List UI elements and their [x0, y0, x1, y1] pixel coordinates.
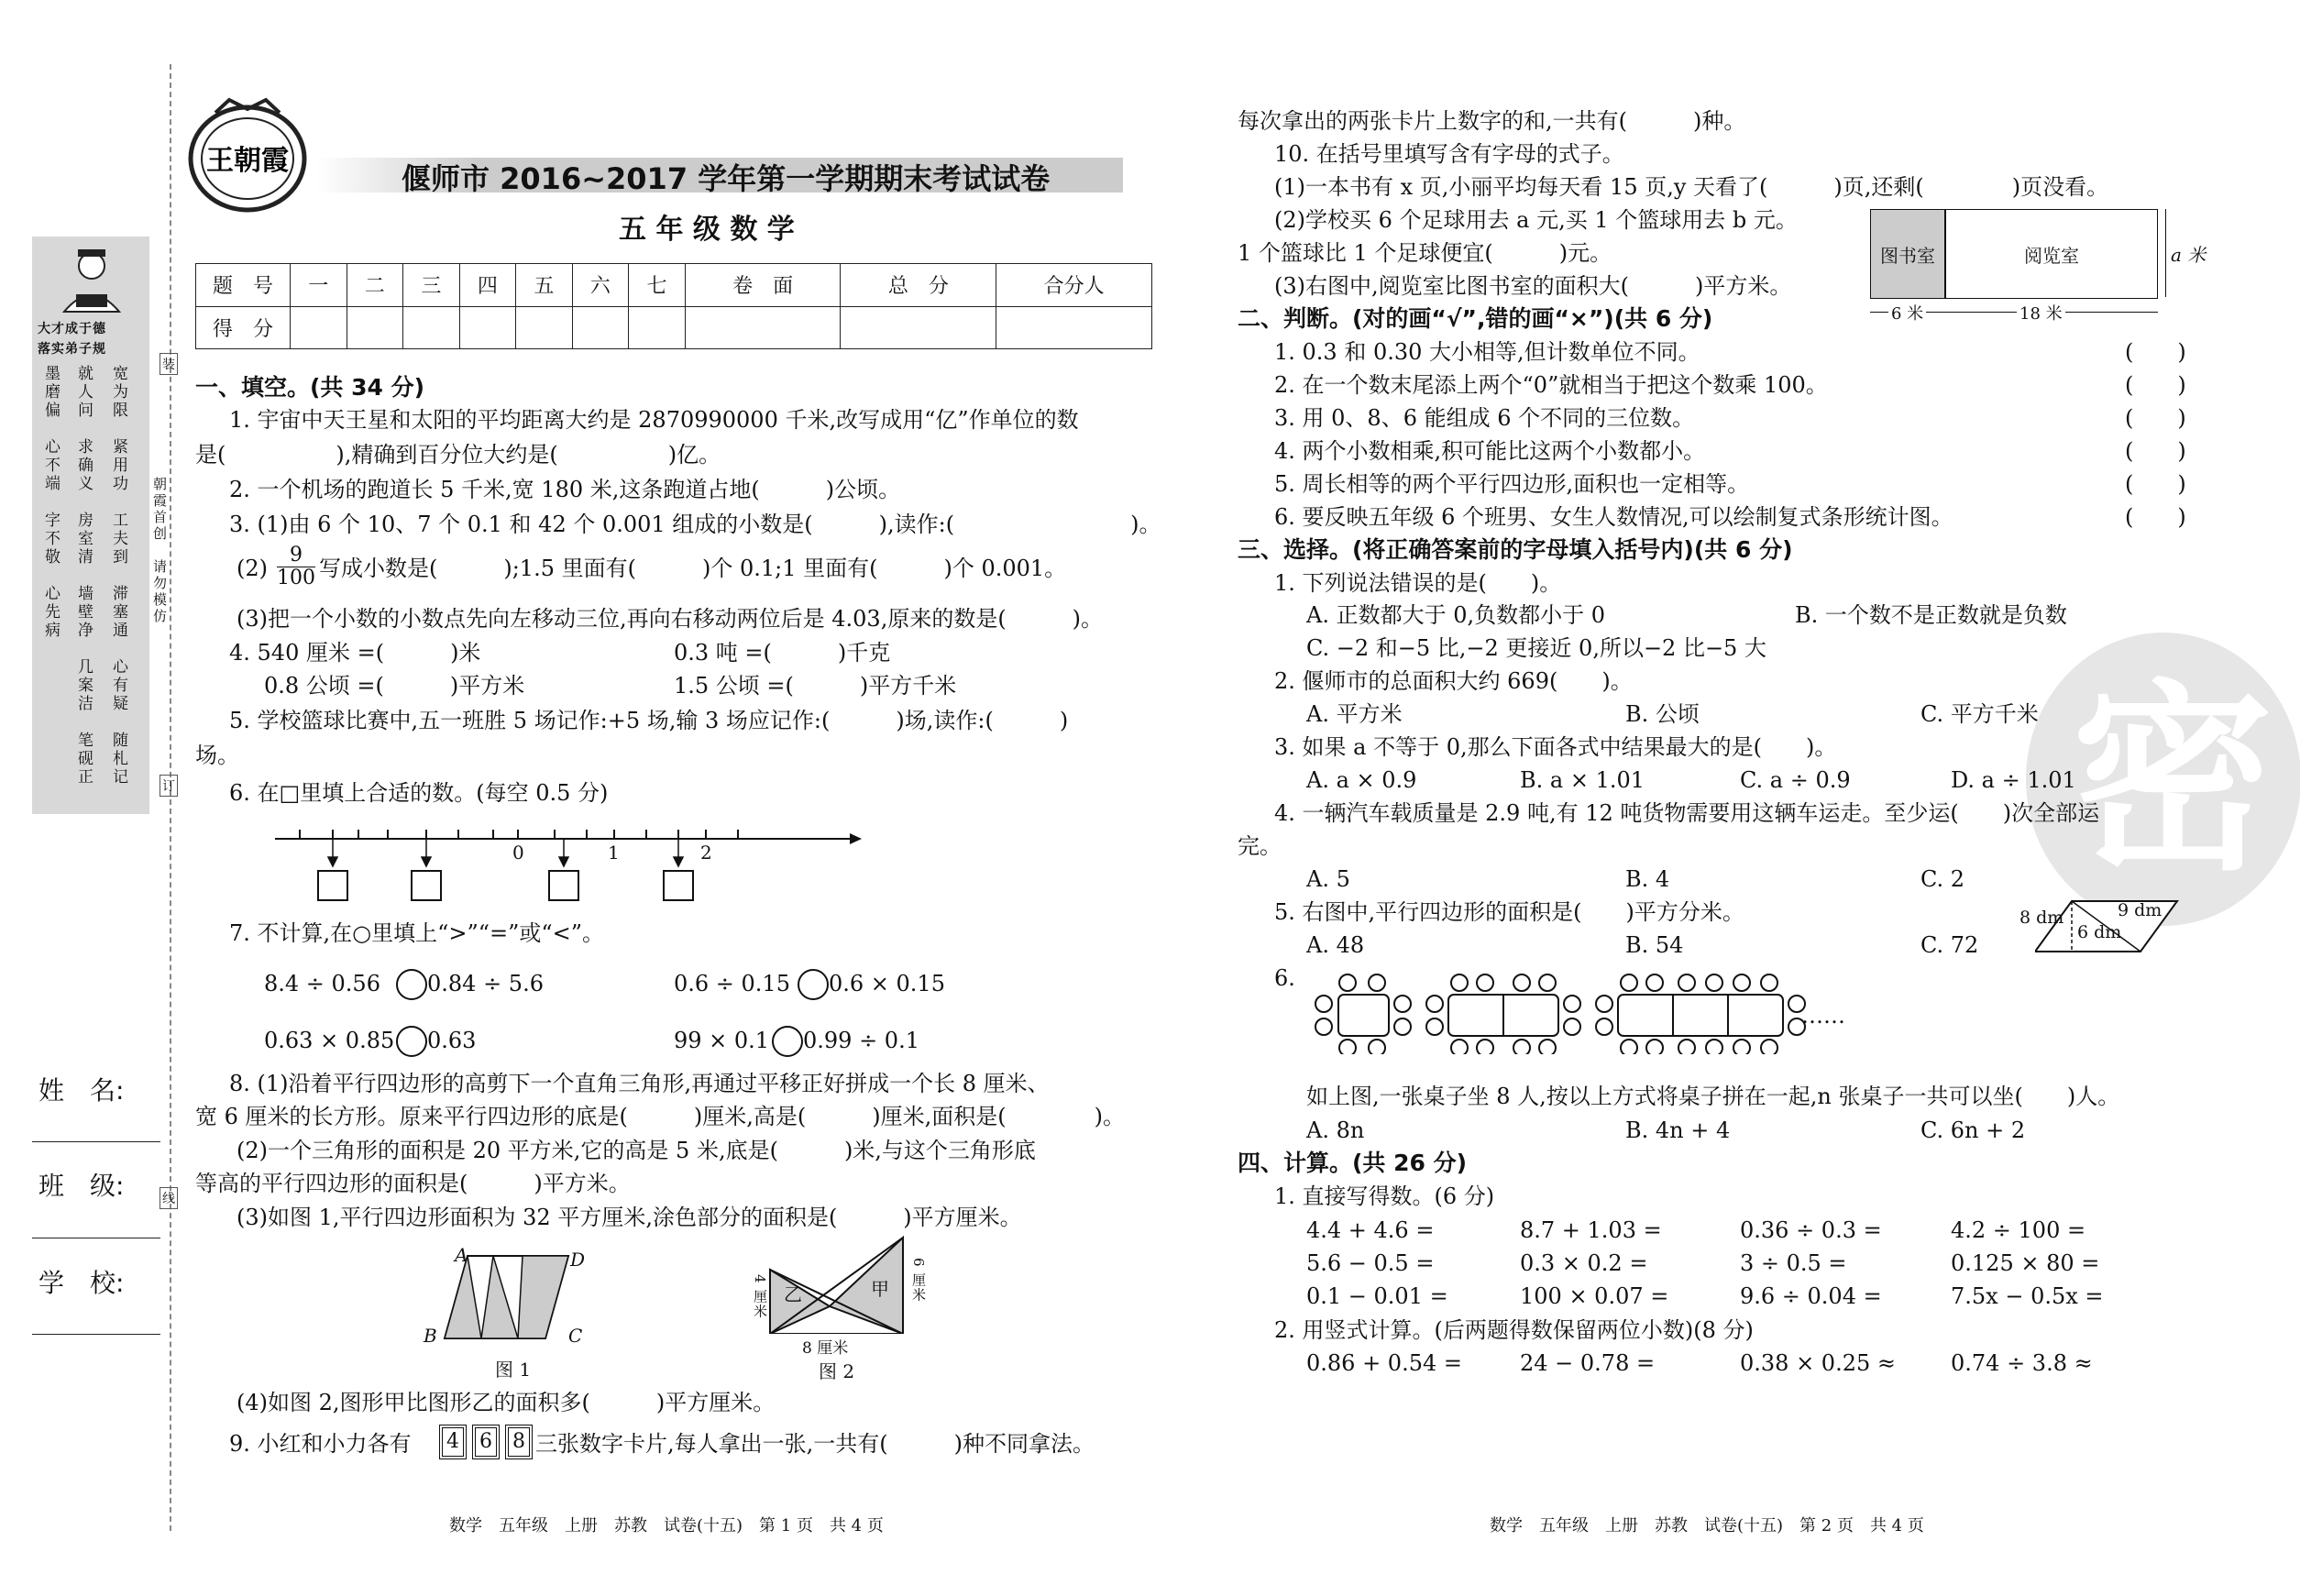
compare-circle[interactable]	[396, 969, 427, 1000]
calc-2-heading: 2. 用竖式计算。(后两题得数保留两位小数)(8 分)	[1274, 1317, 1754, 1343]
score-cell: 三	[403, 264, 460, 307]
seal-mark-1: 装	[160, 353, 178, 375]
page-1-footer: 数学 五年级 上册 苏教 试卷(十五) 第 1 页 共 4 页	[449, 1516, 884, 1535]
fig2-caption: 图 2	[819, 1360, 855, 1382]
q8-1-line-a: 8. (1)沿着平行四边形的高剪下一个直角三角形,再通过平移正好拼成一个长 8 厘米、	[229, 1071, 1050, 1096]
calc-item: 5.6 − 0.5 =	[1306, 1250, 1435, 1276]
choice-6: 6.	[1274, 965, 1295, 991]
judge-item-4: 4. 两个小数相乘,积可能比这两个小数都小。	[1274, 438, 1706, 464]
judge-item-3: 3. 用 0、8、6 能组成 6 个不同的三位数。	[1274, 405, 1695, 431]
score-input[interactable]	[347, 306, 403, 349]
vertical-calc-item: 0.38 × 0.25 ≈	[1740, 1350, 1896, 1376]
judge-answer-3[interactable]: ( )	[2125, 405, 2186, 431]
calc-item: 9.6 ÷ 0.04 =	[1740, 1283, 1882, 1309]
sidebar-panel	[32, 237, 149, 814]
score-cell: 六	[572, 264, 629, 307]
q8-2-line-a: (2)一个三角形的面积是 20 平方米,它的高是 5 米,底是( )米,与这个三角形底	[237, 1138, 1036, 1163]
calc-item: 3 ÷ 0.5 =	[1740, 1250, 1847, 1276]
q10: 10. 在括号里填写含有字母的式子。	[1274, 141, 1624, 167]
numline-label-1: 1	[608, 842, 620, 864]
calc-item: 0.125 × 80 =	[1951, 1250, 2100, 1276]
fig-width-1: 6 米	[1888, 301, 1926, 325]
q1-line-b: 是( ),精确到百分位大约是( )亿。	[195, 442, 721, 468]
library-label: 图书室	[1880, 244, 1935, 267]
choice-4-b: B. 4	[1625, 866, 1670, 892]
score-table-score-row	[196, 306, 1152, 349]
fig2-label-8cm: 8 厘米	[802, 1339, 849, 1358]
choice-1-b: B. 一个数不是正数就是负数	[1795, 602, 2067, 628]
numline-label-2: 2	[700, 842, 712, 864]
fraction-denominator: 100	[277, 567, 315, 589]
number-line	[270, 814, 885, 906]
rules-column-b: 就人问 求确义 房室清 墙壁净 几案洁 笔砚正	[74, 365, 93, 787]
q3-2: 写成小数是( );1.5 里面有( )个 0.1;1 里面有( )个 0.001。	[319, 556, 1067, 581]
judge-item-2: 2. 在一个数末尾添上两个“0”就相当于把这个数乘 100。	[1274, 372, 1828, 398]
svg-text:王朝霞: 王朝霞	[206, 145, 289, 177]
judge-answer-2[interactable]: ( )	[2125, 372, 2186, 398]
q10-2b: 1 个篮球比 1 个足球便宜( )元。	[1238, 240, 1612, 266]
q7-expr-3: 0.6 ÷ 0.15	[674, 971, 790, 996]
compare-circle[interactable]	[396, 1026, 427, 1057]
q10-3: (3)右图中,阅览室比图书室的面积大( )平方米。	[1274, 273, 1792, 299]
judge-item-1: 1. 0.3 和 0.30 大小相等,但计数单位不同。	[1274, 339, 1700, 365]
class-label: 班 级:	[39, 1171, 125, 1201]
seal-mark-2: 订	[160, 775, 178, 797]
calc-item: 8.7 + 1.03 =	[1520, 1217, 1662, 1243]
q6: 6. 在□里填上合适的数。(每空 0.5 分)	[229, 780, 609, 806]
score-cell: 总 分	[841, 264, 996, 307]
seal-mark-3: 线	[160, 1187, 178, 1209]
rules-column-c: 墨磨偏 心不端 字不敬 心先病	[41, 365, 60, 640]
score-input[interactable]	[516, 306, 573, 349]
compare-circle[interactable]	[798, 969, 829, 1000]
vertical-calc-item: 24 − 0.78 =	[1520, 1350, 1656, 1376]
vertical-calc-item: 0.74 ÷ 3.8 ≈	[1951, 1350, 2093, 1376]
choice-6-b: B. 4n + 4	[1625, 1117, 1731, 1143]
fig-height-arrow	[2165, 209, 2166, 297]
brand-logo	[179, 96, 316, 215]
q4-1b: 0.3 吨 =( )千克	[674, 640, 891, 666]
choice-5: 5. 右图中,平行四边形的面积是( )平方分米。	[1274, 899, 1744, 925]
number-card: 4	[442, 1427, 464, 1457]
fig-width-2: 18 米	[2017, 301, 2065, 325]
choice-4-c: C. 2	[1920, 866, 1965, 892]
judge-item-6: 6. 要反映五年级 6 个班男、女生人数情况,可以绘制复式条形统计图。	[1274, 504, 1953, 530]
choice-5-c: C. 72	[1920, 932, 1979, 958]
q8-4: (4)如图 2,图形甲比图形乙的面积多( )平方厘米。	[237, 1390, 776, 1415]
score-table	[195, 263, 1152, 349]
arrangement-ellipsis: ……	[1801, 1003, 1845, 1029]
choice-6-c: C. 6n + 2	[1920, 1117, 2026, 1143]
choice-1-c: C. −2 和−5 比,−2 更接近 0,所以−2 比−5 大	[1306, 635, 1766, 661]
fraction-numerator: 9	[277, 545, 315, 567]
score-cell: 五	[516, 264, 573, 307]
choice-5-a: A. 48	[1306, 932, 1365, 958]
q5-line-a: 5. 学校篮球比赛中,五一班胜 5 场记作:+5 场,输 3 场应记作:( )场,读作:( )	[229, 708, 1069, 733]
fig1-label-b: B	[424, 1325, 437, 1347]
judge-answer-6[interactable]: ( )	[2125, 504, 2186, 530]
fig1-label-c: C	[568, 1325, 583, 1347]
calc-item: 100 × 0.07 =	[1520, 1283, 1669, 1309]
fig-reading-room	[1945, 209, 2158, 299]
fraction	[277, 545, 315, 589]
q3-2-prefix: (2)	[237, 556, 268, 581]
q8-1-line-b: 宽 6 厘米的长方形。原来平行四边形的底是( )厘米,高是( )厘米,面积是( )。	[195, 1104, 1125, 1129]
q7: 7. 不计算,在○里填上“>”“=”或“<”。	[229, 920, 605, 946]
fig-library	[1870, 209, 1945, 299]
section-4-heading: 四、计算。(共 26 分)	[1238, 1150, 1468, 1176]
choice-5-b: B. 54	[1625, 932, 1684, 958]
section-3-heading: 三、选择。(将正确答案前的字母填入括号内)(共 6 分)	[1238, 536, 1793, 563]
q1-line-a: 1. 宇宙中天王星和太阳的平均距离大约是 2870990000 千米,改写成用“亿”作单位的数	[229, 407, 1079, 433]
motto-bottom: 落实弟子规	[38, 342, 106, 357]
choice-3-b: B. a × 1.01	[1520, 767, 1645, 793]
rules-column-a: 宽为限 紧用功 工夫到 滞塞通 心有疑 随札记	[109, 365, 127, 787]
score-cell: 得 分	[196, 306, 291, 349]
q7-expr-2: 0.84 ÷ 5.6	[427, 971, 544, 996]
score-input[interactable]	[403, 306, 460, 349]
numline-label-0: 0	[512, 842, 524, 864]
calc-item: 0.36 ÷ 0.3 =	[1740, 1217, 1882, 1243]
score-cell: 合分人	[996, 264, 1152, 307]
choice-2-b: B. 公顷	[1625, 701, 1700, 727]
choice-2-a: A. 平方米	[1306, 701, 1403, 727]
scholar-figure-icon	[50, 244, 133, 317]
school-label: 学 校:	[39, 1268, 125, 1298]
q7-expr-4: 0.6 × 0.15	[829, 971, 945, 996]
choice-3-c: C. a ÷ 0.9	[1740, 767, 1851, 793]
c5-label-9dm: 9 dm	[2118, 900, 2162, 920]
fig2-label-yi: 乙	[784, 1283, 802, 1305]
table-arrangement-figure	[1311, 972, 1861, 1054]
subject-title: 五 年 级 数 学	[619, 214, 795, 246]
q5-line-b: 场。	[195, 743, 239, 768]
name-label: 姓 名:	[39, 1075, 125, 1106]
score-cell: 四	[459, 264, 516, 307]
q4-2b: 1.5 公顷 =( )平方千米	[674, 673, 957, 699]
notice-text: 朝霞首创 请勿模仿	[151, 477, 168, 625]
q9-continued: 每次拿出的两张卡片上数字的和,一共有( )种。	[1238, 108, 1746, 134]
fig2-label-6cm: 6 厘米	[910, 1258, 927, 1303]
section-1-heading: 一、填空。(共 34 分)	[195, 374, 425, 401]
c5-label-8dm: 8 dm	[2019, 908, 2064, 928]
calc-item: 0.3 × 0.2 =	[1520, 1250, 1648, 1276]
choice-3: 3. 如果 a 不等于 0,那么下面各式中结果最大的是( )。	[1274, 734, 1837, 760]
q4-2a: 0.8 公顷 =( )平方米	[264, 673, 525, 699]
choice-4-a: A. 5	[1306, 866, 1350, 892]
q3-1: 3. (1)由 6 个 10、7 个 0.1 和 42 个 0.001 组成的小数是( ),读作:( )。	[229, 512, 1161, 537]
score-cell: 题 号	[196, 264, 291, 307]
calc-item: 4.2 ÷ 100 =	[1951, 1217, 2086, 1243]
q7-expr-7: 99 × 0.1	[674, 1028, 770, 1053]
score-input[interactable]	[291, 306, 347, 349]
calc-item: 0.1 − 0.01 =	[1306, 1283, 1448, 1309]
score-table-header-row	[196, 264, 1152, 307]
calc-1-heading: 1. 直接写得数。(6 分)	[1274, 1183, 1495, 1209]
reading-room-label: 阅览室	[2024, 244, 2079, 267]
judge-answer-5[interactable]: ( )	[2125, 471, 2186, 497]
score-input[interactable]	[629, 306, 686, 349]
q7-expr-6: 0.63	[427, 1028, 477, 1053]
c5-label-6dm: 6 dm	[2077, 922, 2122, 942]
score-cell: 二	[347, 264, 403, 307]
fig1-label-d: D	[570, 1249, 586, 1271]
calc-item: 7.5x − 0.5x =	[1951, 1283, 2104, 1309]
fig-height-label: a 米	[2171, 244, 2206, 266]
q10-1: (1)一本书有 x 页,小丽平均每天看 15 页,y 天看了( )页,还剩( )页没看。	[1274, 174, 2109, 200]
section-2-heading: 二、判断。(对的画“√”,错的画“×”)(共 6 分)	[1238, 305, 1713, 332]
score-cell: 卷 面	[685, 264, 841, 307]
choice-2-c: C. 平方千米	[1920, 701, 2039, 727]
fig2-label-4cm: 4 厘米	[752, 1274, 768, 1319]
page-2-footer: 数学 五年级 上册 苏教 试卷(十五) 第 2 页 共 4 页	[1490, 1516, 1924, 1535]
q9: 三张数字卡片,每人拿出一张,一共有( )种不同拿法。	[535, 1431, 1095, 1457]
score-cell: 七	[629, 264, 686, 307]
choice-2: 2. 偃师市的总面积大约 669( )。	[1274, 668, 1633, 694]
motto-top: 大才成于德	[38, 322, 106, 336]
calc-item: 4.4 + 4.6 =	[1306, 1217, 1435, 1243]
q10-2a: (2)学校买 6 个足球用去 a 元,买 1 个篮球用去 b 元。	[1274, 207, 1798, 233]
q4-1a: 4. 540 厘米 =( )米	[229, 640, 481, 666]
judge-item-5: 5. 周长相等的两个平行四边形,面积也一定相等。	[1274, 471, 1750, 497]
q7-expr-1: 8.4 ÷ 0.56	[264, 971, 380, 996]
score-input[interactable]	[685, 306, 841, 349]
q2: 2. 一个机场的跑道长 5 千米,宽 180 米,这条跑道占地( )公顷。	[229, 477, 901, 502]
choice-6-text: 如上图,一张桌子坐 8 人,按以上方式将桌子拼在一起,n 张桌子一共可以坐( )人。	[1306, 1084, 2120, 1109]
choice-1: 1. 下列说法错误的是( )。	[1274, 570, 1562, 596]
number-card: 8	[508, 1427, 530, 1457]
stamp-text: 密	[2072, 660, 2274, 897]
choice-3-a: A. a × 0.9	[1306, 767, 1417, 793]
q3-3: (3)把一个小数的小数点先向左移动三位,再向右移动两位后是 4.03,原来的数是( )。	[237, 606, 1104, 632]
q7-expr-5: 0.63 × 0.85	[264, 1028, 395, 1053]
exam-title: 偃师市 2016~2017 学年第一学期期末考试试卷	[402, 161, 1051, 196]
dashed-binding-line	[170, 64, 171, 1531]
choice-1-a: A. 正数都大于 0,负数都小于 0	[1306, 602, 1606, 628]
score-input[interactable]	[459, 306, 516, 349]
judge-answer-4[interactable]: ( )	[2125, 438, 2186, 464]
choice-4-line-b: 完。	[1238, 833, 1282, 859]
fig1-label-a: A	[455, 1244, 468, 1266]
q8-3: (3)如图 1,平行四边形面积为 32 平方厘米,涂色部分的面积是( )平方厘米。	[237, 1205, 1022, 1230]
score-input[interactable]	[572, 306, 629, 349]
compare-circle[interactable]	[772, 1026, 803, 1057]
q8-2-line-b: 等高的平行四边形的面积是( )平方米。	[195, 1171, 631, 1196]
score-input[interactable]	[996, 306, 1152, 349]
fig1-caption: 图 1	[495, 1359, 532, 1381]
vertical-calc-item: 0.86 + 0.54 =	[1306, 1350, 1462, 1376]
choice-6-a: A. 8n	[1306, 1117, 1365, 1143]
number-card: 6	[475, 1427, 497, 1457]
name-field[interactable]	[32, 1141, 160, 1142]
score-cell: 一	[291, 264, 347, 307]
judge-answer-1[interactable]: ( )	[2125, 339, 2186, 365]
score-input[interactable]	[841, 306, 996, 349]
school-field[interactable]	[32, 1334, 160, 1335]
fig2-label-jia: 甲	[871, 1278, 889, 1300]
q9-prefix: 9. 小红和小力各有	[229, 1431, 412, 1457]
choice-3-d: D. a ÷ 1.01	[1951, 767, 2076, 793]
choice-4-line-a: 4. 一辆汽车载质量是 2.9 吨,有 12 吨货物需要用这辆车运走。至少运( )次全部运	[1274, 800, 2100, 826]
q7-expr-8: 0.99 ÷ 0.1	[803, 1028, 919, 1053]
